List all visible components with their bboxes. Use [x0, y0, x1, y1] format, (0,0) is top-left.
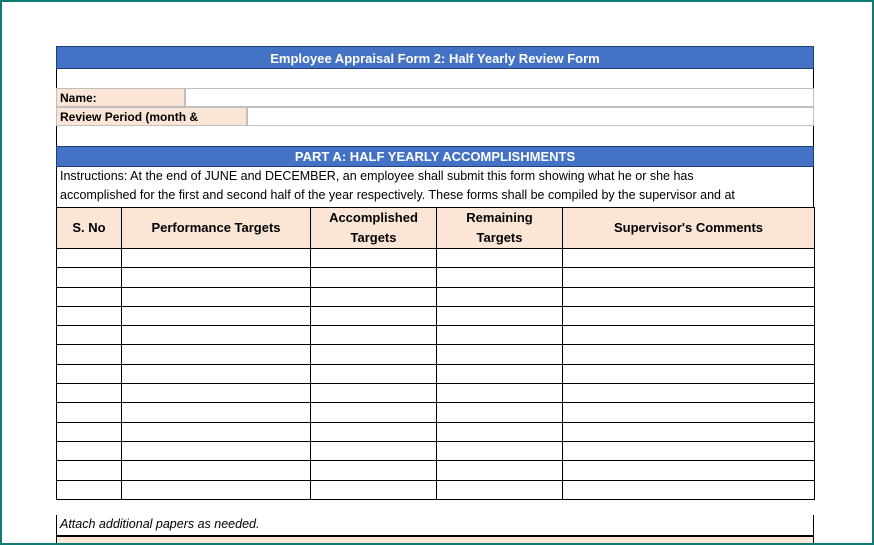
table-cell[interactable] [122, 268, 311, 287]
table-cell[interactable] [563, 345, 815, 364]
table-cell[interactable] [437, 249, 563, 268]
table-cell[interactable] [563, 384, 815, 403]
table-cell[interactable] [57, 403, 122, 422]
table-cell[interactable] [311, 422, 437, 441]
table-cell[interactable] [57, 345, 122, 364]
table-cell[interactable] [437, 422, 563, 441]
table-cell[interactable] [122, 249, 311, 268]
review-period-row [56, 107, 814, 126]
table-cell[interactable] [563, 249, 815, 268]
table-cell[interactable] [563, 268, 815, 287]
table-row [57, 403, 815, 422]
name-row [56, 88, 814, 107]
table-cell[interactable] [311, 461, 437, 480]
instructions [56, 167, 814, 207]
column-header-supervisor-comments: Supervisor's Comments [563, 208, 815, 249]
table-header-row [57, 208, 815, 249]
table-cell[interactable] [437, 345, 563, 364]
table-cell[interactable] [311, 441, 437, 460]
table-row [57, 268, 815, 287]
table-cell[interactable] [122, 364, 311, 383]
table-row [57, 249, 815, 268]
table-cell[interactable] [122, 326, 311, 345]
table-cell[interactable] [563, 287, 815, 306]
table-cell[interactable] [563, 326, 815, 345]
table-cell[interactable] [311, 326, 437, 345]
part-a-title: PART A: HALF YEARLY ACCOMPLISHMENTS [56, 146, 814, 167]
table-row [57, 306, 815, 325]
instructions-line-2: accomplished for the first and second half of the year respectively. These forms shall be compiled by the supervisor and at [60, 188, 735, 202]
table-row [57, 480, 815, 499]
table-cell[interactable] [57, 384, 122, 403]
table-cell[interactable] [311, 249, 437, 268]
table-cell[interactable] [563, 422, 815, 441]
table-cell[interactable] [437, 326, 563, 345]
table-cell[interactable] [57, 268, 122, 287]
table-cell[interactable] [437, 461, 563, 480]
table-cell[interactable] [563, 403, 815, 422]
table-cell[interactable] [122, 403, 311, 422]
table-cell[interactable] [437, 268, 563, 287]
table-cell[interactable] [57, 306, 122, 325]
table-cell[interactable] [563, 441, 815, 460]
table-cell[interactable] [57, 422, 122, 441]
table-cell[interactable] [563, 461, 815, 480]
other-accomplishments-row [56, 535, 814, 545]
table-cell[interactable] [122, 441, 311, 460]
table-row [57, 345, 815, 364]
table-row [57, 461, 815, 480]
table-cell[interactable] [57, 364, 122, 383]
column-header-serial: S. No [57, 208, 122, 249]
review-period-label: Review Period (month & [56, 107, 247, 126]
table-cell[interactable] [437, 306, 563, 325]
name-input[interactable] [185, 88, 814, 107]
table-cell[interactable] [437, 480, 563, 499]
table-cell[interactable] [437, 287, 563, 306]
table-cell[interactable] [311, 364, 437, 383]
table-cell[interactable] [122, 306, 311, 325]
spacer-row [56, 69, 814, 88]
table-row [57, 441, 815, 460]
table-row [57, 326, 815, 345]
table-cell[interactable] [437, 441, 563, 460]
review-period-input[interactable] [247, 107, 814, 126]
table-cell[interactable] [122, 345, 311, 364]
form-title: Employee Appraisal Form 2: Half Yearly Review Form [56, 46, 814, 69]
table-cell[interactable] [437, 364, 563, 383]
table-cell[interactable] [57, 461, 122, 480]
table-cell[interactable] [57, 480, 122, 499]
table-cell[interactable] [311, 345, 437, 364]
table-cell[interactable] [122, 461, 311, 480]
name-label: Name: [56, 88, 185, 107]
column-header-accomplished-targets: Accomplished Targets [311, 208, 437, 249]
table-cell[interactable] [311, 306, 437, 325]
table-cell[interactable] [122, 287, 311, 306]
spacer-row [56, 126, 814, 146]
table-cell[interactable] [563, 480, 815, 499]
column-header-remaining-targets: Remaining Targets [437, 208, 563, 249]
table-cell[interactable] [563, 364, 815, 383]
attach-note: Attach additional papers as needed. [56, 515, 814, 535]
table-cell[interactable] [311, 268, 437, 287]
table-cell[interactable] [563, 306, 815, 325]
table-cell[interactable] [311, 287, 437, 306]
table-cell[interactable] [311, 384, 437, 403]
table-row [57, 384, 815, 403]
table-row [57, 364, 815, 383]
table-cell[interactable] [122, 480, 311, 499]
instructions-line-1: Instructions: At the end of JUNE and DECEMBER, an employee shall submit this form showing what he or she has [60, 169, 694, 183]
column-header-performance-targets: Performance Targets [122, 208, 311, 249]
table-cell[interactable] [122, 422, 311, 441]
table-cell[interactable] [437, 384, 563, 403]
table-cell[interactable] [57, 287, 122, 306]
table-cell[interactable] [311, 480, 437, 499]
table-cell[interactable] [57, 249, 122, 268]
table-cell[interactable] [311, 403, 437, 422]
table-cell[interactable] [57, 441, 122, 460]
table-row [57, 287, 815, 306]
table-row [57, 422, 815, 441]
accomplishments-table [56, 207, 815, 500]
table-cell[interactable] [57, 326, 122, 345]
table-cell[interactable] [122, 384, 311, 403]
table-cell[interactable] [437, 403, 563, 422]
